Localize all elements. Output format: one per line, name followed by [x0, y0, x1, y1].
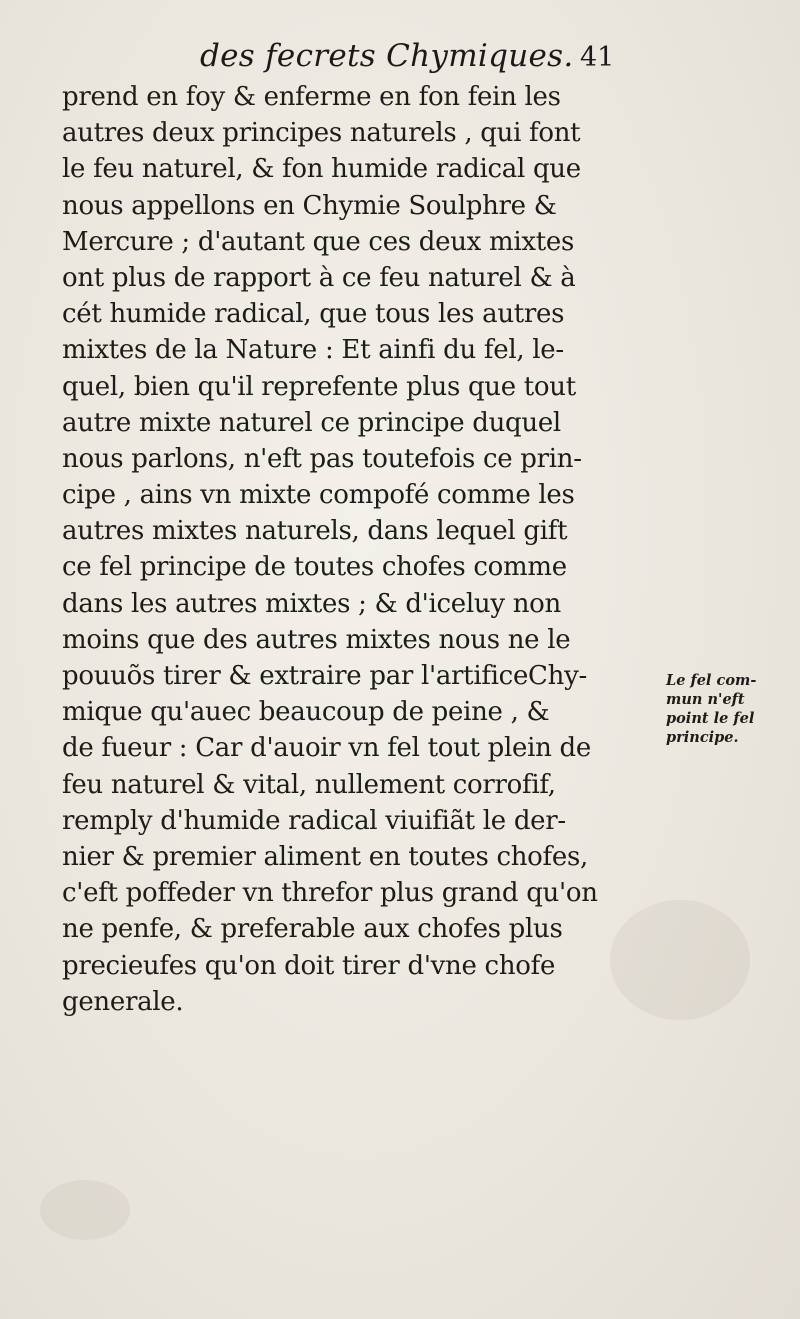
text-line: dans les autres mixtes ; & d'iceluy non	[62, 588, 561, 619]
text-line: le feu naturel, & fon humide radical que	[62, 154, 581, 185]
running-head: des fecrets Chymiques.	[200, 38, 574, 74]
margin-note	[666, 671, 798, 747]
text-line: ne penfe, & preferable aux chofes plus	[62, 914, 563, 945]
margin-note-line: Le fel com-	[666, 672, 757, 689]
text-line: autres deux principes naturels , qui font	[62, 118, 581, 149]
text-line: precieufes qu'on doit tirer d'vne chofe	[62, 950, 556, 981]
text-line: quel, bien qu'il reprefente plus que tout	[62, 371, 576, 402]
text-line: cipe , ains vn mixte compofé comme les	[62, 480, 575, 511]
text-line: mique qu'auec beaucoup de peine , &	[62, 697, 550, 728]
text-line: Mercure ; d'autant que ces deux mixtes	[62, 226, 575, 257]
text-line: nous parlons, n'eft pas toutefois ce prin-	[62, 443, 582, 474]
text-line: cét humide radical, que tous les autres	[62, 299, 565, 330]
text-line: feu naturel & vital, nullement corrofif,	[62, 769, 556, 800]
page-header	[0, 38, 800, 82]
text-line: remply d'humide radical viuifiãt le der-	[62, 805, 566, 836]
margin-note-line: point le fel	[666, 710, 755, 727]
text-line: prend en foy & enferme en fon fein les	[62, 82, 561, 112]
paper-stain	[40, 1180, 130, 1240]
margin-note-line: mun n'eft	[666, 691, 745, 708]
text-line: generale.	[62, 986, 184, 1017]
text-line: ce fel principe de toutes chofes comme	[62, 552, 567, 583]
text-line: de fueur : Car d'auoir vn fel tout plein de	[62, 733, 591, 764]
text-line: ont plus de rapport à ce feu naturel & à	[62, 262, 576, 293]
text-line: nier & premier aliment en toutes chofes,	[62, 841, 588, 872]
text-line: autre mixte naturel ce principe duquel	[62, 407, 561, 438]
text-line: nous appellons en Chymie Soulphre &	[62, 190, 557, 221]
text-line: mixtes de la Nature : Et ainfi du fel, le-	[62, 335, 564, 366]
body-text	[62, 79, 652, 1020]
text-line: pouuõs tirer & extraire par l'artificeChy-	[62, 661, 587, 691]
page-number: 41	[580, 42, 615, 73]
text-line: autres mixtes naturels, dans lequel gift	[62, 516, 568, 547]
text-line: moins que des autres mixtes nous ne le	[62, 624, 571, 655]
text-line: c'eft poffeder vn threfor plus grand qu'on	[62, 878, 598, 909]
margin-note-line: principe.	[666, 729, 739, 746]
